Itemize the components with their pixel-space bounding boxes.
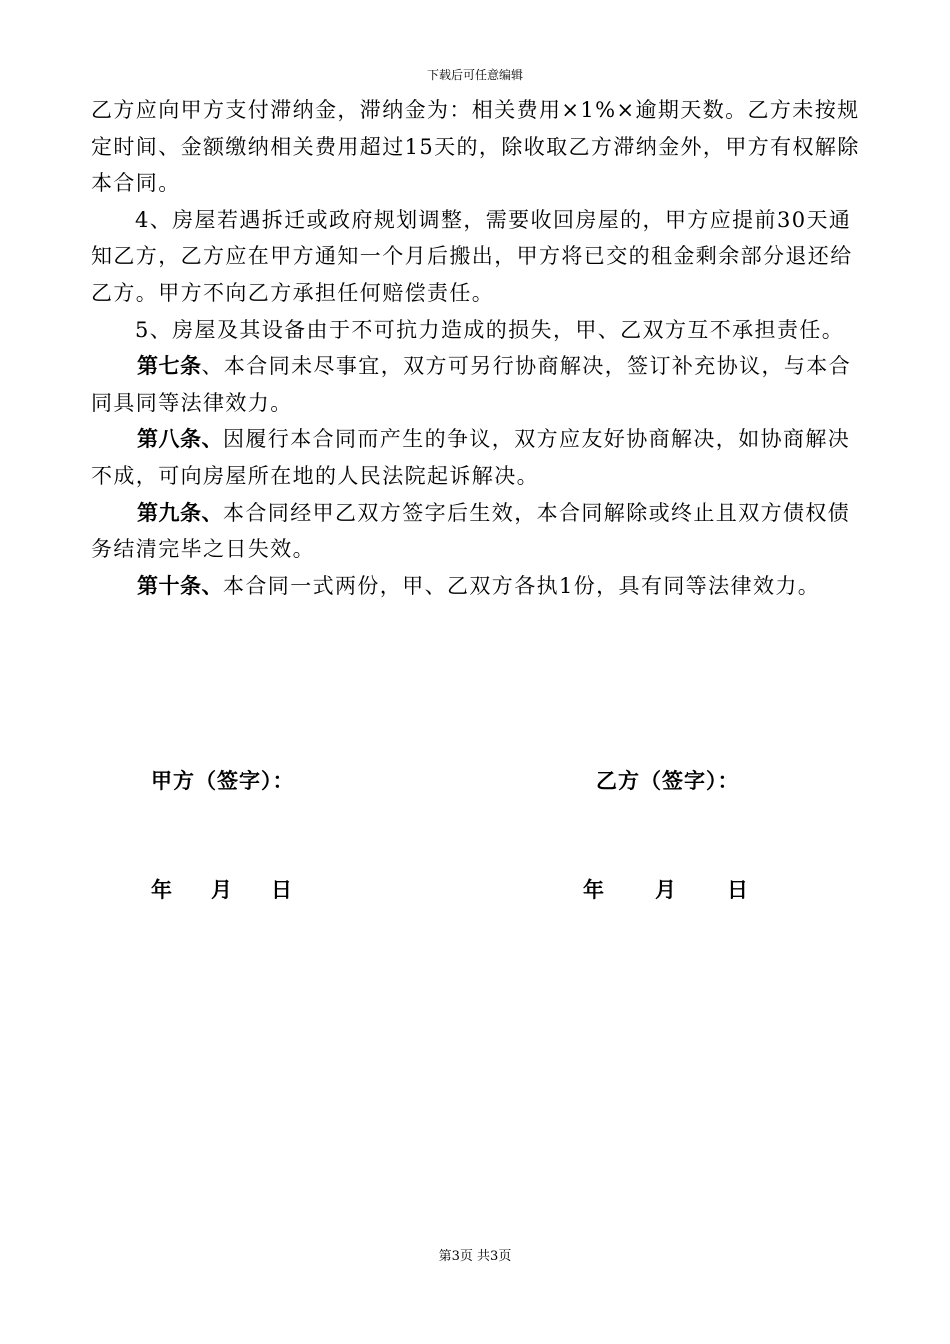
article-10-text: 本合同一式两份，甲、乙双方各执1份，具有同等法律效力。	[223, 573, 821, 598]
article-8-text: 因履行本合同而产生的争议，双方应友好协商解决，如协商解决不成，可向房屋所在地的人民法院起诉解决。	[91, 427, 851, 488]
article-7-text: 、本合同未尽事宜，双方可另行协商解决，签订补充协议，与本合同具同等法律效力。	[91, 354, 852, 415]
article-7-label: 第七条	[137, 354, 202, 379]
article-10-label: 第十条、	[137, 573, 223, 598]
party-a-signature-label: 甲方（签字）：	[151, 769, 295, 793]
party-b-date-month: 月	[655, 878, 676, 902]
page-footer: 第3页 共3页	[438, 1249, 512, 1264]
article-8-label: 第八条、	[137, 427, 223, 452]
article-7	[91, 348, 871, 421]
paragraph-late-fee: 乙方应向甲方支付滞纳金，滞纳金为：相关费用×1%×逾期天数。乙方未按规定时间、金额缴纳相关费用超过15天的，除收取乙方滞纳金外，甲方有权解除本合同。	[91, 98, 860, 196]
party-a-date-day: 日	[271, 878, 292, 902]
article-8	[91, 421, 871, 494]
party-a-date-year: 年	[151, 878, 172, 902]
paragraph-item-5: 5、房屋及其设备由于不可抗力造成的损失，甲、乙双方互不承担责任。	[135, 317, 845, 342]
party-b-date-year: 年	[583, 878, 604, 902]
article-9	[91, 495, 871, 568]
party-b-signature-label: 乙方（签字）：	[596, 769, 740, 793]
article-10	[91, 568, 871, 605]
article-9-text: 本合同经甲乙双方签字后生效，本合同解除或终止且双方债权债务结清完毕之日失效。	[91, 500, 851, 562]
party-a-date-month: 月	[211, 878, 232, 902]
document-body	[91, 92, 871, 604]
page-header: 下载后可任意编辑	[426, 68, 523, 82]
paragraph-item-4: 4、房屋若遇拆迁或政府规划调整，需要收回房屋的，甲方应提前30天通知乙方，乙方应在甲方通知一个月后搬出，甲方将已交的租金剩余部分退还给乙方。甲方不向乙方承担任何赔偿责任。	[91, 207, 853, 305]
party-b-date-day: 日	[727, 878, 748, 902]
article-9-label: 第九条、	[137, 500, 223, 525]
